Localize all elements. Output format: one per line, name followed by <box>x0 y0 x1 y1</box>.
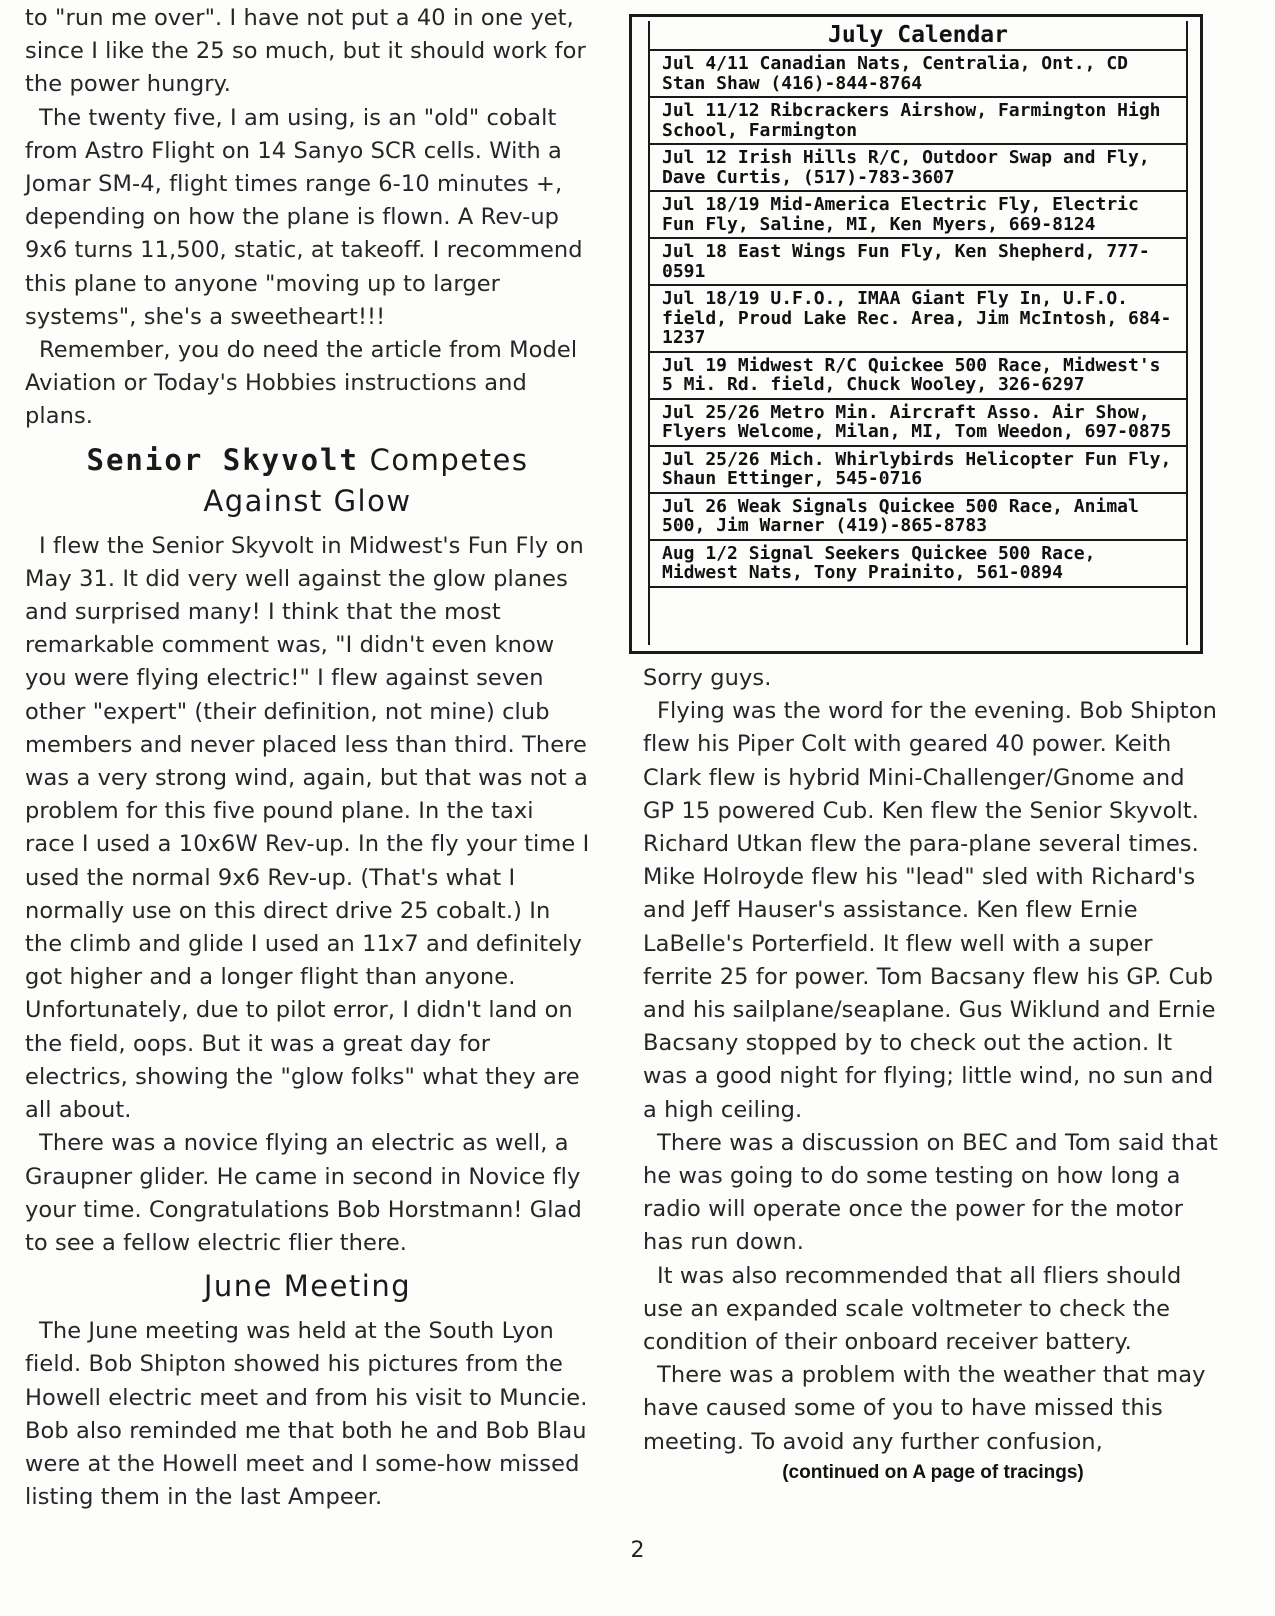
calendar-inner-frame <box>648 21 1188 645</box>
intro-paragraph-3: Remember, you do need the article from Model Aviation or Today's Hobbies instructions and plans. <box>25 337 578 430</box>
calendar-title: July Calendar <box>827 22 1008 48</box>
calendar-entry: Jul 26 Weak Signals Quickee 500 Race, Animal 500, Jim Warner (419)-865-8783 <box>650 492 1186 539</box>
left-column <box>25 2 590 1514</box>
intro-paragraph-1: to "run me over". I have not put a 40 in one yet, since I like the 25 so much, but it should work for the power hungry. <box>25 5 586 98</box>
calendar-entry: Aug 1/2 Signal Seekers Quickee 500 Race, Midwest Nats, Tony Prainito, 561-0894 <box>650 539 1186 588</box>
july-calendar-box <box>629 14 1203 654</box>
right-paragraph-4: It was also recommended that all fliers should use an expanded scale voltmeter to check the condition of their onboard receiver battery. <box>643 1262 1182 1356</box>
right-column <box>643 662 1223 1487</box>
calendar-entry: Jul 4/11 Canadian Nats, Centralia, Ont., CD Stan Shaw (416)-844-8764 <box>650 49 1186 96</box>
skyvolt-paragraph-2: There was a novice flying an electric as well, a Graupner glider. He came in second in Novice fly your time. Congratulations Bob Horstmann! Glad to see a fellow electric flier there. <box>25 1130 582 1256</box>
june-meeting-heading: June Meeting <box>203 1269 412 1304</box>
skyvolt-heading <box>25 440 590 522</box>
skyvolt-heading-name: Senior Skyvolt <box>86 442 359 477</box>
right-paragraph-5: There was a problem with the weather that may have caused some of you to have missed this meeting. To avoid any further confusion, <box>643 1362 1206 1455</box>
june-paragraph-1: The June meeting was held at the South Lyon field. Bob Shipton showed his pictures from the Howell electric meet and from his visit to Muncie. Bob also reminded me that both he and Bob Blau were at the Howell meet and I some-how missed listing them in the last Ampeer. <box>25 1318 588 1511</box>
page-number: 2 <box>630 1538 645 1563</box>
calendar-entry: Jul 12 Irish Hills R/C, Outdoor Swap and Fly, Dave Curtis, (517)-783-3607 <box>650 143 1186 190</box>
right-paragraph-1: Sorry guys. <box>643 665 772 691</box>
continued-note: (continued on A page of tracings) <box>782 1461 1084 1483</box>
calendar-entry: Jul 18/19 U.F.O., IMAA Giant Fly In, U.F.O. field, Proud Lake Rec. Area, Jim McIntosh, 684-1237 <box>650 284 1186 351</box>
skyvolt-paragraph-1: I flew the Senior Skyvolt in Midwest's Fun Fly on May 31. It did very well against the glow planes and surprised many! I think that the most remarkable comment was, "I didn't even know you were flying electric!" I flew against seven other "expert" (their definition, not mine) club members and never placed less than third. There was a very strong wind, again, but that was not a problem for this five pound plane. In the taxi race I used a 10x6W Rev-up. In the fly your time I used the normal 9x6 Rev-up. (That's what I normally use on this direct drive 25 cobalt.) In the climb and glide I used an 11x7 and definitely got higher and a longer flight than anyone. Unfortunately, due to pilot error, I didn't land on the field, oops. But it was a great day for electrics, showing the "glow folks" what they are all about. <box>25 532 590 1124</box>
calendar-entry: Jul 25/26 Mich. Whirlybirds Helicopter Fun Fly, Shaun Ettinger, 545-0716 <box>650 445 1186 492</box>
skyvolt-heading-rest-1: Competes <box>369 442 529 477</box>
calendar-list <box>650 49 1186 588</box>
calendar-entry: Jul 19 Midwest R/C Quickee 500 Race, Midwest's 5 Mi. Rd. field, Chuck Wooley, 326-6297 <box>650 351 1186 398</box>
calendar-entry: Jul 18/19 Mid-America Electric Fly, Electric Fun Fly, Saline, MI, Ken Myers, 669-8124 <box>650 190 1186 237</box>
right-paragraph-3: There was a discussion on BEC and Tom said that he was going to do some testing on how long a radio will operate once the power for the motor has run down. <box>643 1129 1218 1256</box>
calendar-entry: Jul 18 East Wings Fun Fly, Ken Shepherd, 777-0591 <box>650 237 1186 284</box>
calendar-entry: Jul 25/26 Metro Min. Aircraft Asso. Air Show, Flyers Welcome, Milan, MI, Tom Weedon, 697-0875 <box>650 398 1186 445</box>
intro-paragraph-2: The twenty five, I am using, is an "old" cobalt from Astro Flight on 14 Sanyo SCR cells. With a Jomar SM-4, flight times range 6-10 minutes +, depending on how the plane is flown. A Rev-up 9x6 turns 11,500, static, at takeoff. I recommend this plane to anyone "moving up to larger systems", she's a sweetheart!!! <box>25 104 583 330</box>
right-paragraph-2: Flying was the word for the evening. Bob Shipton flew his Piper Colt with geared 40 power. Keith Clark flew is hybrid Mini-Challenger/Gnome and GP 15 powered Cub. Ken flew the Senior Skyvolt. Richard Utkan flew the para-plane several times. Mike Holroyde flew his "lead" sled with Richard's and Jeff Hauser's assistance. Ken flew Ernie LaBelle's Porterfield. It flew well with a super ferrite 25 for power. Tom Bacsany flew his GP. Cub and his sailplane/seaplane. Gus Wiklund and Ernie Bacsany stopped by to check out the action. It was a good night for flying; little wind, no sun and a high ceiling. <box>643 698 1217 1123</box>
skyvolt-heading-rest-2: Against Glow <box>203 483 412 518</box>
calendar-entry: Jul 11/12 Ribcrackers Airshow, Farmington High School, Farmington <box>650 96 1186 143</box>
